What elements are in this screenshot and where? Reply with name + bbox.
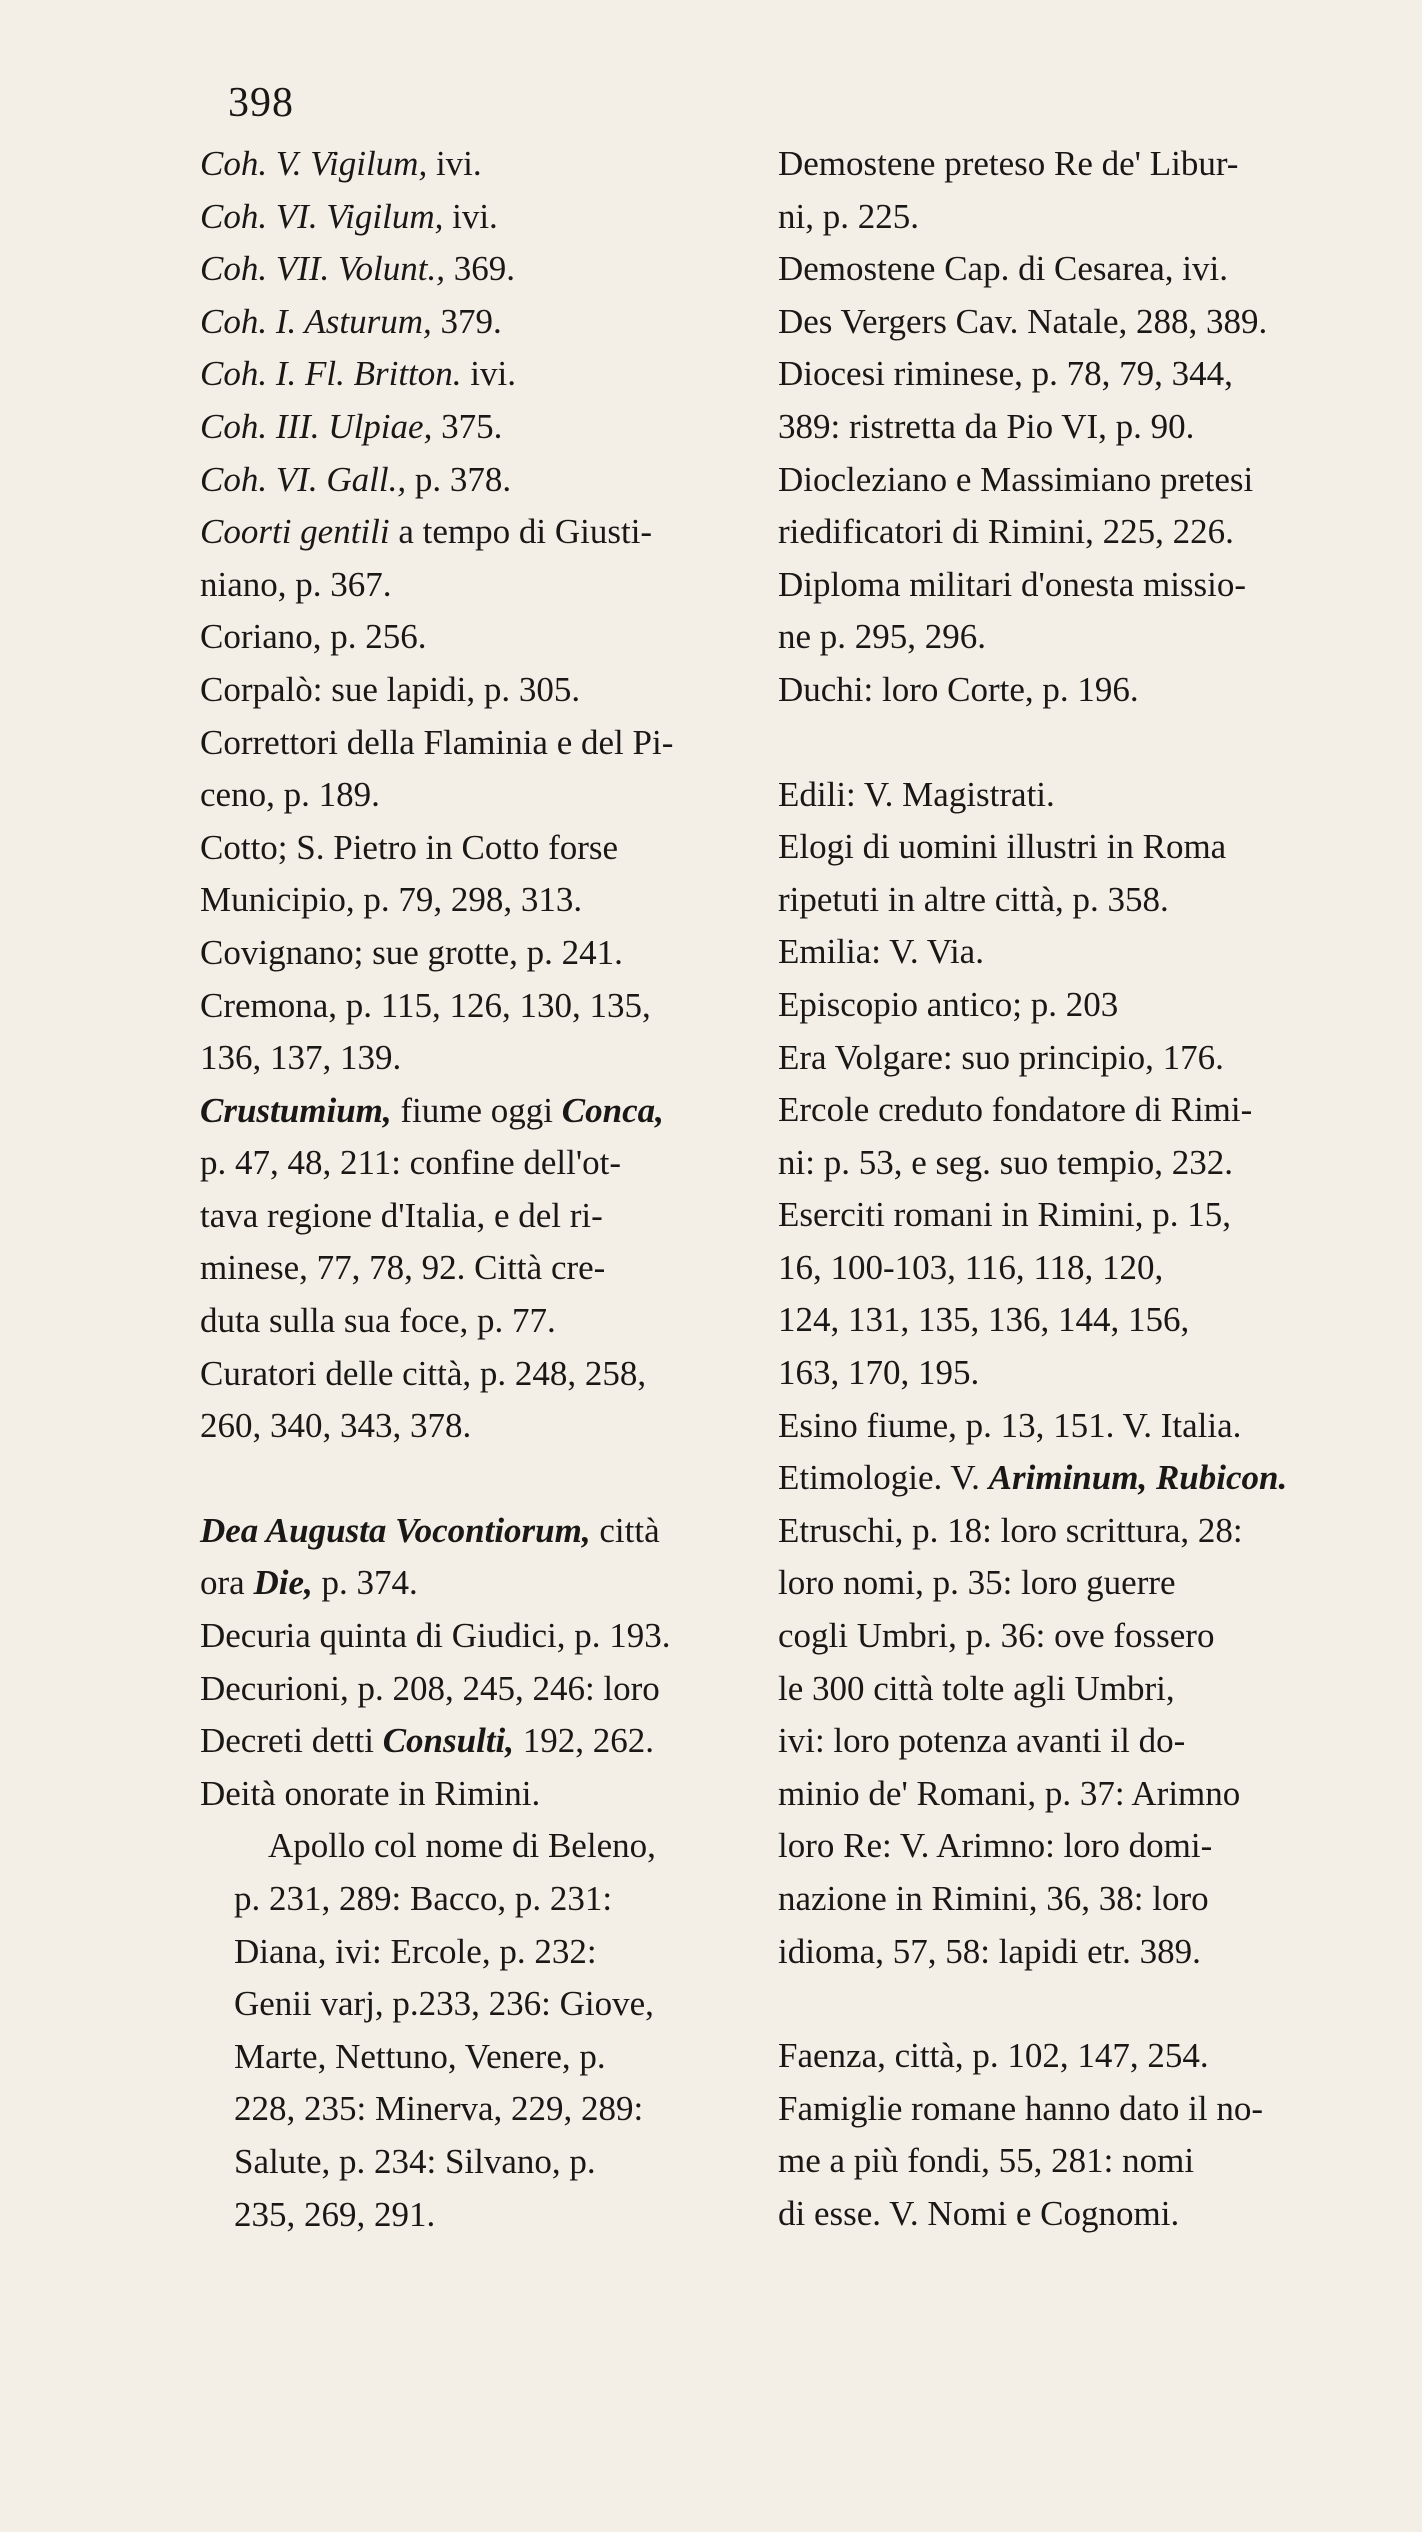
entry-text: ceno, p. 189. bbox=[200, 775, 380, 815]
entry-text: Diana, ivi: Ercole, p. 232: bbox=[234, 1931, 597, 1971]
entry-line bbox=[778, 1820, 1378, 1873]
entry-text: Etruschi, p. 18: loro scrittura, 28: bbox=[778, 1510, 1243, 1550]
entry-text: idioma, 57, 58: lapidi etr. 389. bbox=[778, 1931, 1201, 1971]
entry-text: Crustumium, bbox=[200, 1090, 401, 1130]
entry-text: Coh. I. Asturum, bbox=[200, 301, 441, 341]
entry-text: Genii varj, p.233, 236: Giove, bbox=[234, 1984, 654, 2024]
entry-line bbox=[778, 1400, 1378, 1453]
entry-text: Duchi: loro Corte, p. 196. bbox=[778, 669, 1139, 709]
index-entry bbox=[200, 348, 760, 401]
entry-line bbox=[200, 1610, 760, 1663]
entry-text: Correttori della Flaminia e del Pi- bbox=[200, 722, 674, 762]
index-entry bbox=[200, 191, 760, 244]
index-entry bbox=[778, 926, 1378, 979]
index-entry bbox=[200, 1663, 760, 1768]
entry-text: Demostene Cap. di Cesarea, ivi. bbox=[778, 249, 1229, 289]
entry-text: riedificatori di Rimini, 225, 226. bbox=[778, 512, 1234, 552]
entry-text: Edili: V. Magistrati. bbox=[778, 774, 1055, 814]
entry-text: Coh. VII. Volunt., bbox=[200, 249, 454, 289]
entry-line bbox=[778, 454, 1378, 507]
entry-line bbox=[200, 401, 760, 454]
entry-text: minese, 77, 78, 92. Città cre- bbox=[200, 1248, 606, 1288]
entry-text: p. 378. bbox=[414, 459, 512, 499]
entry-text: Diploma militari d'onesta missio- bbox=[778, 564, 1247, 604]
entry-line bbox=[200, 927, 760, 980]
index-entry bbox=[778, 821, 1378, 926]
entry-text: Decuria quinta di Giudici, p. 193. bbox=[200, 1616, 671, 1656]
entry-text: 235, 269, 291. bbox=[234, 2194, 436, 2234]
entry-text: ivi. bbox=[470, 354, 516, 394]
entry-line bbox=[778, 506, 1378, 559]
entry-line bbox=[200, 664, 760, 717]
entry-text: ivi. bbox=[435, 144, 482, 183]
entry-line bbox=[778, 1032, 1378, 1085]
entry-text: 192, 262. bbox=[522, 1721, 655, 1761]
index-entry bbox=[200, 1768, 760, 1821]
entry-text: loro nomi, p. 35: loro guerre bbox=[778, 1563, 1176, 1603]
index-entry bbox=[200, 1610, 760, 1663]
entry-text: Marte, Nettuno, Venere, p. bbox=[234, 2036, 606, 2076]
entry-line bbox=[200, 191, 760, 244]
index-entry bbox=[778, 559, 1378, 664]
index-entry bbox=[200, 1348, 760, 1453]
index-entry bbox=[778, 769, 1378, 822]
entry-line bbox=[778, 1557, 1378, 1610]
entry-line bbox=[200, 348, 760, 401]
index-entry bbox=[778, 979, 1378, 1032]
entry-text: Conca, bbox=[561, 1090, 664, 1130]
index-column-left bbox=[200, 138, 760, 2241]
entry-text: Salute, p. 234: Silvano, p. bbox=[234, 2141, 596, 2181]
entry-line bbox=[778, 769, 1378, 822]
entry-text: 228, 235: Minerva, 229, 289: bbox=[234, 2089, 644, 2129]
entry-line bbox=[200, 1400, 760, 1453]
entry-line bbox=[200, 559, 760, 612]
entry-text: 379. bbox=[440, 301, 502, 341]
entry-text: nazione in Rimini, 36, 38: loro bbox=[778, 1879, 1209, 1918]
entry-line bbox=[778, 2188, 1378, 2241]
index-entry bbox=[200, 1820, 760, 2241]
entry-text: 260, 340, 343, 378. bbox=[200, 1406, 472, 1446]
entry-text: Demostene preteso Re de' Libur- bbox=[778, 144, 1239, 183]
entry-text: Coorti gentili bbox=[200, 512, 399, 552]
entry-line bbox=[778, 1084, 1378, 1137]
entry-text: 136, 137, 139. bbox=[200, 1038, 402, 1078]
index-entry bbox=[200, 454, 760, 507]
entry-line bbox=[778, 1452, 1378, 1505]
entry-text: a tempo di Giusti- bbox=[398, 512, 653, 552]
entry-text: Elogi di uomini illustri in Roma bbox=[778, 827, 1227, 867]
entry-line bbox=[200, 822, 760, 875]
entry-text: Decreti detti bbox=[200, 1721, 383, 1761]
entry-text: Corpalò: sue lapidi, p. 305. bbox=[200, 669, 581, 709]
entry-text: p. 374. bbox=[321, 1563, 418, 1603]
entry-text: p. 231, 289: Bacco, p. 231: bbox=[234, 1879, 613, 1918]
entry-text: Faenza, città, p. 102, 147, 254. bbox=[778, 2036, 1209, 2076]
entry-line bbox=[234, 1873, 760, 1926]
entry-line bbox=[778, 2135, 1378, 2188]
entry-line bbox=[200, 1663, 760, 1716]
entry-line bbox=[200, 611, 760, 664]
index-entry bbox=[778, 243, 1378, 296]
index-entry bbox=[200, 980, 760, 1085]
index-entry bbox=[200, 296, 760, 349]
entry-line bbox=[200, 1295, 760, 1348]
index-entry bbox=[200, 138, 760, 191]
entry-line bbox=[778, 401, 1378, 454]
entry-text: ivi: loro potenza avanti il do- bbox=[778, 1721, 1186, 1761]
index-entry bbox=[778, 138, 1378, 243]
entry-text: Consulti, bbox=[382, 1721, 523, 1761]
entry-line bbox=[778, 1873, 1378, 1926]
entry-text: tava regione d'Italia, e del ri- bbox=[200, 1195, 603, 1235]
entry-line bbox=[200, 1768, 760, 1821]
entry-line bbox=[778, 1189, 1378, 1242]
index-entry bbox=[200, 664, 760, 717]
index-entry bbox=[778, 1400, 1378, 1453]
entry-text: Ariminum, Rubicon. bbox=[988, 1458, 1288, 1498]
entry-line bbox=[200, 1557, 760, 1610]
entry-line bbox=[200, 769, 760, 822]
entry-line bbox=[200, 980, 760, 1033]
index-entry bbox=[200, 506, 760, 611]
entry-text: 389: ristretta da Pio VI, p. 90. bbox=[778, 406, 1195, 446]
entry-line bbox=[200, 1242, 760, 1295]
entry-line bbox=[778, 874, 1378, 927]
entry-line bbox=[778, 1610, 1378, 1663]
entry-line bbox=[234, 2031, 760, 2084]
entry-line bbox=[778, 2030, 1378, 2083]
index-entry bbox=[778, 664, 1378, 717]
index-entry bbox=[778, 2083, 1378, 2241]
entry-line bbox=[234, 2136, 760, 2189]
entry-text: Covignano; sue grotte, p. 241. bbox=[200, 932, 623, 972]
index-entry bbox=[200, 243, 760, 296]
entry-line bbox=[778, 2083, 1378, 2136]
entry-line bbox=[778, 1294, 1378, 1347]
entry-line bbox=[778, 559, 1378, 612]
entry-text: Apollo col nome di Beleno, bbox=[268, 1826, 656, 1866]
entry-line bbox=[778, 1768, 1378, 1821]
entry-text: Decurioni, p. 208, 245, 246: loro bbox=[200, 1668, 660, 1708]
entry-text: duta sulla sua foce, p. 77. bbox=[200, 1301, 556, 1341]
index-column-right bbox=[778, 138, 1378, 2241]
entry-text: Diocesi riminese, p. 78, 79, 344, bbox=[778, 354, 1233, 394]
entry-text: Des Vergers Cav. Natale, 288, 389. bbox=[778, 301, 1268, 341]
entry-text: Dea Augusta Vocontiorum, bbox=[200, 1510, 600, 1550]
index-entry bbox=[200, 1085, 760, 1348]
entry-line bbox=[200, 243, 760, 296]
entry-line bbox=[778, 243, 1378, 296]
entry-line bbox=[200, 296, 760, 349]
entry-line bbox=[200, 1505, 760, 1558]
entry-line bbox=[778, 821, 1378, 874]
entry-text: Emilia: V. Via. bbox=[778, 932, 984, 972]
index-entry bbox=[778, 348, 1378, 453]
entry-text: p. 47, 48, 211: confine dell'ot- bbox=[200, 1143, 622, 1183]
entry-line bbox=[778, 926, 1378, 979]
entry-text: Coh. III. Ulpiae, bbox=[200, 406, 442, 446]
entry-text: Die, bbox=[253, 1563, 322, 1603]
entry-text: Esino fiume, p. 13, 151. V. Italia. bbox=[778, 1405, 1242, 1445]
entry-line bbox=[778, 348, 1378, 401]
entry-text: Cotto; S. Pietro in Cotto forse bbox=[200, 827, 619, 867]
entry-line bbox=[778, 1242, 1378, 1295]
entry-line bbox=[778, 1926, 1378, 1979]
index-entry bbox=[778, 1452, 1378, 1505]
entry-text: 375. bbox=[441, 406, 503, 446]
entry-text: Coriano, p. 256. bbox=[200, 617, 427, 657]
entry-line bbox=[778, 296, 1378, 349]
entry-text: 16, 100-103, 116, 118, 120, bbox=[778, 1247, 1164, 1287]
entry-text: Deità onorate in Rimini. bbox=[200, 1773, 541, 1813]
index-entry bbox=[778, 454, 1378, 559]
index-entry bbox=[778, 296, 1378, 349]
entry-line bbox=[200, 1085, 760, 1138]
entry-text: Eserciti romani in Rimini, p. 15, bbox=[778, 1195, 1232, 1235]
entry-line bbox=[778, 1505, 1378, 1558]
entry-line bbox=[778, 1715, 1378, 1768]
entry-text: città bbox=[599, 1510, 660, 1550]
entry-line bbox=[778, 191, 1378, 244]
entry-text: Episcopio antico; p. 203 bbox=[778, 984, 1119, 1024]
entry-text: ni, p. 225. bbox=[778, 196, 919, 236]
index-entry bbox=[200, 927, 760, 980]
entry-line bbox=[778, 1347, 1378, 1400]
entry-line bbox=[778, 664, 1378, 717]
entry-text: 369. bbox=[453, 249, 515, 289]
entry-text: Era Volgare: suo principio, 176. bbox=[778, 1037, 1224, 1077]
entry-line bbox=[778, 979, 1378, 1032]
entry-line bbox=[200, 717, 760, 770]
entry-line bbox=[268, 1820, 760, 1873]
entry-text: Famiglie romane hanno dato il no- bbox=[778, 2088, 1264, 2128]
index-entry bbox=[200, 611, 760, 664]
entry-text: di esse. V. Nomi e Cognomi. bbox=[778, 2193, 1180, 2233]
index-entry bbox=[200, 717, 760, 822]
entry-text: Coh. I. Fl. Britton. bbox=[200, 354, 471, 394]
index-entry bbox=[778, 2030, 1378, 2083]
entry-line bbox=[778, 611, 1378, 664]
index-entry bbox=[778, 1084, 1378, 1189]
index-entry bbox=[200, 1505, 760, 1610]
entry-line bbox=[234, 1978, 760, 2031]
entry-text: 163, 170, 195. bbox=[778, 1353, 980, 1393]
entry-text: cogli Umbri, p. 36: ove fossero bbox=[778, 1616, 1215, 1656]
entry-line bbox=[778, 138, 1378, 191]
entry-line bbox=[778, 1137, 1378, 1190]
entry-line bbox=[234, 1926, 760, 1979]
entry-line bbox=[200, 138, 760, 191]
entry-text: me a più fondi, 55, 281: nomi bbox=[778, 2141, 1195, 2181]
entry-text: Municipio, p. 79, 298, 313. bbox=[200, 880, 583, 920]
index-entry bbox=[778, 1032, 1378, 1085]
entry-line bbox=[778, 1663, 1378, 1716]
entry-line bbox=[200, 874, 760, 927]
entry-text: ripetuti in altre città, p. 358. bbox=[778, 879, 1169, 919]
entry-text: Etimologie. V. bbox=[778, 1458, 989, 1498]
entry-text: le 300 città tolte agli Umbri, bbox=[778, 1668, 1175, 1708]
entry-text: fiume oggi bbox=[400, 1090, 562, 1130]
entry-text: Coh. V. Vigilum, bbox=[200, 144, 436, 183]
entry-line bbox=[200, 506, 760, 559]
page-number: 398 bbox=[228, 80, 294, 126]
entry-line bbox=[200, 1032, 760, 1085]
entry-line bbox=[234, 2083, 760, 2136]
entry-line bbox=[200, 454, 760, 507]
entry-text: Coh. VI. Vigilum, bbox=[200, 196, 453, 236]
entry-line bbox=[200, 1190, 760, 1243]
entry-text: Cremona, p. 115, 126, 130, 135, bbox=[200, 985, 651, 1025]
index-entry bbox=[200, 822, 760, 927]
entry-text: Curatori delle città, p. 248, 258, bbox=[200, 1353, 647, 1393]
entry-text: ora bbox=[200, 1563, 254, 1603]
entry-line bbox=[234, 2189, 760, 2242]
entry-text: ivi. bbox=[452, 196, 498, 236]
entry-text: Diocleziano e Massimiano pretesi bbox=[778, 459, 1254, 499]
entry-text: 124, 131, 135, 136, 144, 156, bbox=[778, 1300, 1190, 1340]
entry-line bbox=[200, 1137, 760, 1190]
index-entry bbox=[778, 1189, 1378, 1399]
entry-text: ne p. 295, 296. bbox=[778, 617, 987, 657]
entry-text: ni: p. 53, e seg. suo tempio, 232. bbox=[778, 1142, 1233, 1182]
entry-line bbox=[200, 1715, 760, 1768]
entry-line bbox=[200, 1348, 760, 1401]
index-entry bbox=[200, 401, 760, 454]
entry-text: Ercole creduto fondatore di Rimi- bbox=[778, 1090, 1253, 1130]
entry-text: loro Re: V. Arimno: loro domi- bbox=[778, 1826, 1213, 1866]
index-entry bbox=[778, 1505, 1378, 1978]
entry-text: minio de' Romani, p. 37: Arimno bbox=[778, 1773, 1241, 1813]
entry-text: Coh. VI. Gall., bbox=[200, 459, 415, 499]
entry-text: niano, p. 367. bbox=[200, 564, 392, 604]
